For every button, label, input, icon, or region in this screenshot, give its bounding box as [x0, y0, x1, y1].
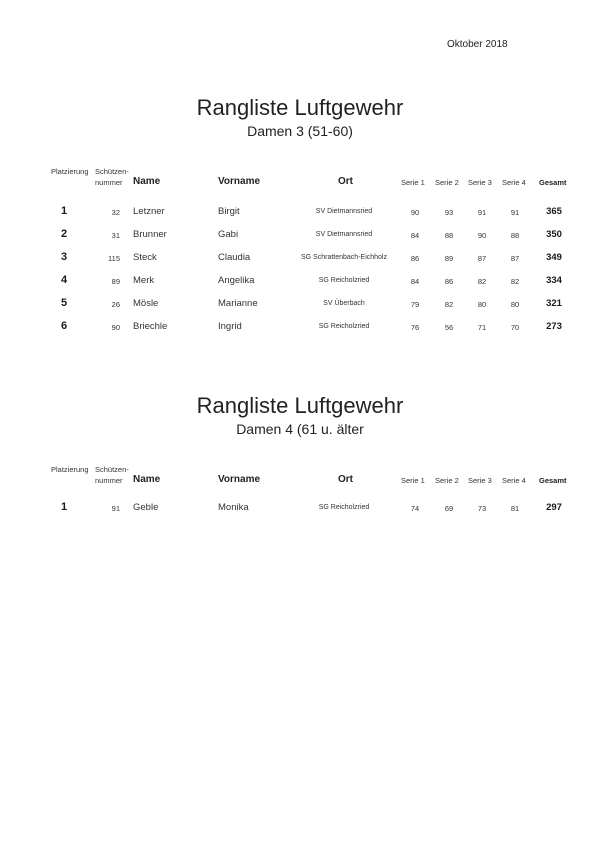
row-serie-3: 90 — [477, 231, 487, 240]
row-serie-2: 89 — [444, 254, 454, 263]
row-vorname: Monika — [218, 502, 249, 513]
row-platz: 1 — [61, 501, 68, 513]
row-gesamt: 334 — [546, 275, 562, 286]
header-serie-3: Serie 3 — [468, 476, 492, 485]
row-serie-2: 86 — [444, 277, 454, 286]
header-serie-1: Serie 1 — [401, 476, 425, 485]
row-vorname: Birgit — [218, 206, 240, 217]
row-serie-4: 80 — [510, 300, 520, 309]
row-name: Mösle — [133, 298, 159, 309]
row-serie-3: 87 — [477, 254, 487, 263]
row-vorname: Angelika — [218, 275, 255, 286]
row-ort: SV Überbach — [323, 300, 365, 307]
row-ort: SV Dietmannsried — [315, 208, 373, 215]
row-schuetzennummer: 90 — [111, 323, 120, 332]
row-ort: SG Schrattenbach-Eichholz — [301, 254, 387, 261]
row-name: Briechle — [133, 321, 168, 332]
row-schuetzennummer: 26 — [111, 300, 120, 309]
row-serie-2: 88 — [444, 231, 454, 240]
row-serie-4: 88 — [510, 231, 520, 240]
header-serie-4: Serie 4 — [502, 476, 526, 485]
row-serie-4: 87 — [510, 254, 520, 263]
header-nummer: nummer — [95, 476, 123, 485]
row-gesamt: 297 — [546, 502, 562, 513]
row-gesamt: 273 — [546, 321, 562, 332]
row-ort: SG Reicholzried — [318, 504, 370, 511]
row-name: Steck — [133, 252, 157, 263]
row-serie-2: 93 — [444, 208, 454, 217]
row-ort: SG Reicholzried — [318, 323, 370, 330]
header-gesamt: Gesamt — [539, 178, 567, 187]
header-platzierung: Platzierung — [51, 465, 89, 474]
row-gesamt: 365 — [546, 206, 562, 217]
header-name: Name — [133, 474, 161, 485]
row-serie-2: 82 — [444, 300, 454, 309]
header-nummer: nummer — [95, 178, 123, 187]
row-serie-3: 71 — [477, 323, 487, 332]
header-vorname: Vorname — [218, 474, 261, 485]
row-serie-1: 76 — [410, 323, 420, 332]
row-schuetzennummer: 115 — [108, 254, 120, 263]
header-gesamt: Gesamt — [539, 476, 567, 485]
section-subtitle: Damen 3 (51-60) — [247, 123, 353, 139]
row-schuetzennummer: 31 — [111, 231, 120, 240]
row-serie-4: 81 — [510, 504, 520, 513]
row-name: Letzner — [133, 206, 165, 217]
header-name: Name — [133, 176, 161, 187]
header-vorname: Vorname — [218, 176, 261, 187]
row-vorname: Claudia — [218, 252, 251, 263]
row-serie-1: 84 — [410, 277, 420, 286]
row-serie-1: 86 — [410, 254, 420, 263]
row-serie-4: 82 — [510, 277, 520, 286]
row-serie-2: 69 — [444, 504, 454, 513]
row-platz: 1 — [61, 205, 68, 217]
header-serie-1: Serie 1 — [401, 178, 425, 187]
row-ort: SV Dietmannsried — [315, 231, 373, 238]
row-serie-2: 56 — [444, 323, 454, 332]
header-serie-3: Serie 3 — [468, 178, 492, 187]
header-schuetzen: Schützen- — [95, 465, 129, 474]
section-title: Rangliste Luftgewehr — [196, 393, 404, 418]
row-name: Geble — [133, 502, 159, 513]
row-serie-1: 74 — [410, 504, 420, 513]
row-serie-3: 82 — [477, 277, 487, 286]
row-schuetzennummer: 91 — [111, 504, 120, 513]
row-name: Brunner — [133, 229, 167, 240]
header-platzierung: Platzierung — [51, 167, 89, 176]
row-platz: 5 — [61, 297, 68, 309]
date-label: Oktober 2018 — [447, 39, 508, 50]
section-title: Rangliste Luftgewehr — [196, 95, 404, 120]
row-platz: 4 — [61, 274, 68, 286]
row-platz: 6 — [61, 320, 68, 332]
header-ort: Ort — [338, 474, 353, 485]
row-gesamt: 349 — [546, 252, 562, 263]
row-vorname: Ingrid — [218, 321, 242, 332]
row-serie-1: 90 — [410, 208, 420, 217]
row-platz: 2 — [61, 228, 68, 240]
row-serie-4: 91 — [510, 208, 520, 217]
header-serie-2: Serie 2 — [435, 476, 459, 485]
row-vorname: Marianne — [218, 298, 258, 309]
header-serie-2: Serie 2 — [435, 178, 459, 187]
row-schuetzennummer: 89 — [111, 277, 120, 286]
header-serie-4: Serie 4 — [502, 178, 526, 187]
row-schuetzennummer: 32 — [111, 208, 120, 217]
row-serie-1: 79 — [410, 300, 420, 309]
header-ort: Ort — [338, 176, 353, 187]
row-serie-1: 84 — [410, 231, 420, 240]
row-serie-3: 91 — [477, 208, 487, 217]
row-name: Merk — [133, 275, 155, 286]
section-subtitle: Damen 4 (61 u. älter — [236, 421, 364, 437]
header-schuetzen: Schützen- — [95, 167, 129, 176]
row-gesamt: 321 — [546, 298, 562, 309]
row-gesamt: 350 — [546, 229, 562, 240]
row-serie-3: 73 — [477, 504, 487, 513]
row-platz: 3 — [61, 251, 68, 263]
row-serie-4: 70 — [510, 323, 520, 332]
row-vorname: Gabi — [218, 229, 239, 240]
row-ort: SG Reicholzried — [318, 277, 370, 284]
row-serie-3: 80 — [477, 300, 487, 309]
